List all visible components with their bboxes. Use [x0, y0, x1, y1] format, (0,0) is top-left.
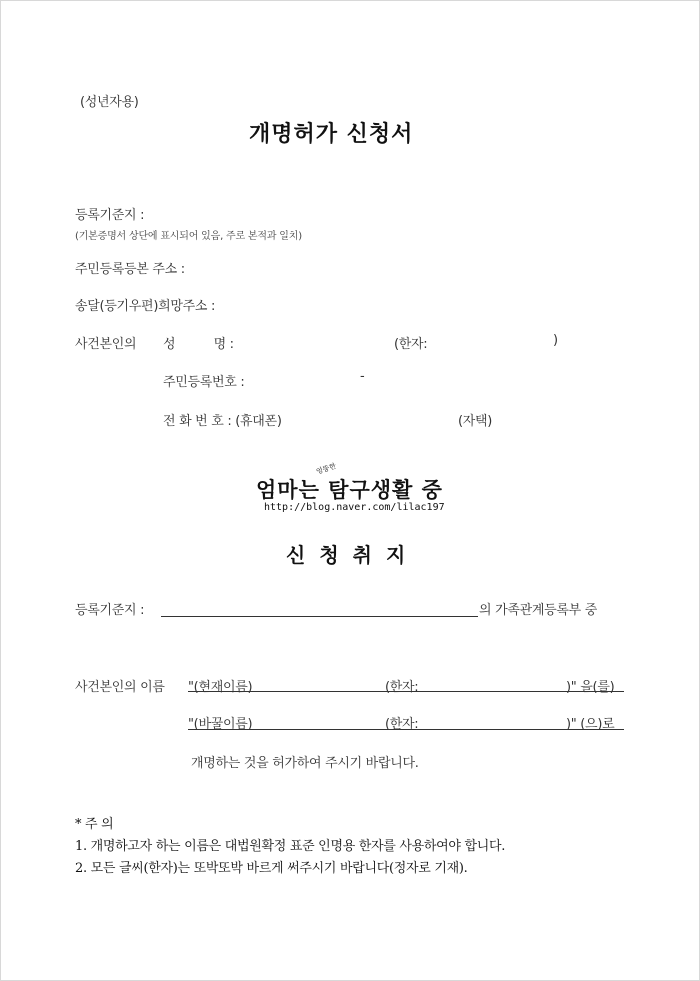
new-suffix: )" (으)로	[566, 717, 615, 732]
watermark-main-text: 엄마는 탐구생활 중	[256, 478, 443, 502]
home-phone-label: (자택)	[458, 414, 493, 429]
current-suffix: )" 을(를)	[566, 680, 615, 695]
blog-watermark	[254, 460, 454, 520]
closing-text: 개명하는 것을 허가하여 주시기 바랍니다.	[191, 756, 419, 771]
watermark-small-text: 엉뚱한	[315, 462, 338, 476]
usage-note: (성년자용)	[80, 95, 139, 110]
registry-base-note: (기본증명서 상단에 표시되어 있음, 주로 본적과 일치)	[75, 231, 302, 242]
name-prefix: 사건본인의 이름	[75, 680, 165, 695]
phone-label: 전 화 번 호 : (휴대폰)	[163, 414, 282, 429]
document-title: 개명허가 신청서	[249, 122, 414, 147]
current-name-underline	[188, 691, 624, 692]
registry-underline	[161, 616, 478, 617]
watermark-url: http://blog.naver.com/lilac197	[264, 502, 445, 513]
notes-heading: * 주 의	[75, 817, 114, 832]
note-item-2: 2. 모든 글씨(한자)는 또박또박 바르게 써주시기 바랍니다(정자로 기재).	[75, 861, 468, 876]
rrn-dash: -	[360, 369, 365, 384]
person-label: 사건본인의	[75, 337, 137, 352]
rrn-label: 주민등록번호 :	[163, 375, 245, 390]
new-name-label: "(바꿀이름)	[188, 717, 253, 732]
name-label: 성 명 :	[163, 337, 234, 352]
hanja-label: (한자:	[394, 337, 428, 352]
new-hanja-label: (한자:	[385, 717, 419, 732]
purpose-title: 신청취지	[286, 543, 420, 567]
hanja-close: )	[553, 333, 558, 348]
delivery-address-label: 송달(등기우편)희망주소 :	[75, 299, 216, 314]
purpose-registry-label: 등록기준지 :	[75, 603, 145, 618]
current-hanja-label: (한자:	[385, 680, 419, 695]
note-item-1: 1. 개명하고자 하는 이름은 대법원확정 표준 인명용 한자를 사용하여야 합니다.	[75, 839, 506, 854]
resident-address-label: 주민등록등본 주소 :	[75, 262, 185, 277]
registry-base-label: 등록기준지 :	[75, 208, 145, 223]
new-name-underline	[188, 729, 624, 730]
registry-suffix: 의 가족관계등록부 중	[479, 603, 597, 618]
current-name-label: "(현재이름)	[188, 680, 253, 695]
